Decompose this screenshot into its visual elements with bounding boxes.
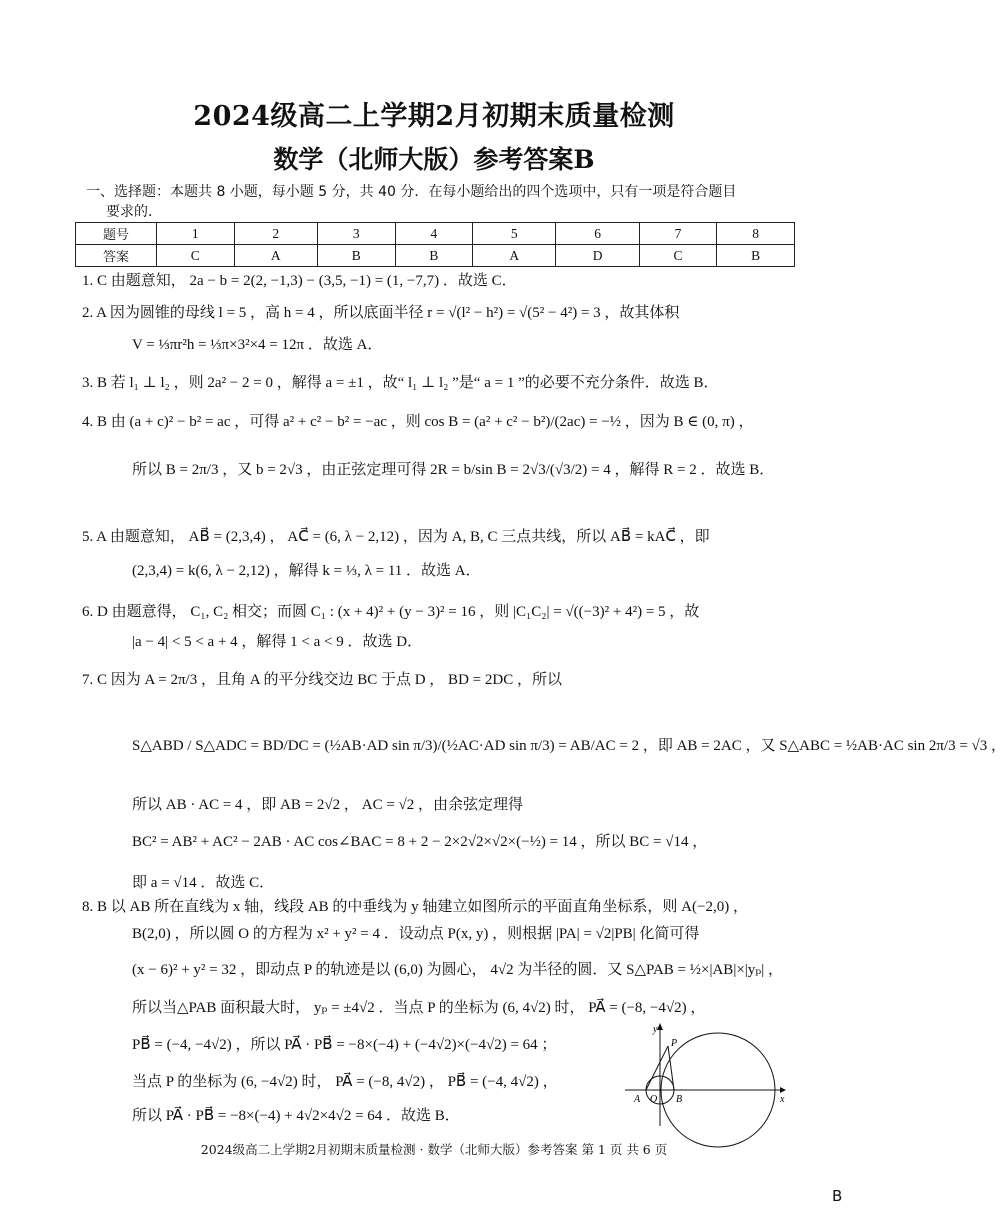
solution-8-line4: 所以当△PAB 面积最大时， yₚ = ±4√2 ．当点 P 的坐标为 (6, 4√2) 时， PA⃗ = (−8, −4√2) ， <box>132 1000 706 1016</box>
label-a: A <box>634 1094 641 1105</box>
table-cell-number: 3 <box>317 223 395 245</box>
table-row-answers <box>76 245 795 267</box>
table-cell-answer: B <box>317 245 395 267</box>
corner-mark: B <box>832 1187 843 1205</box>
label-b: B <box>676 1094 683 1105</box>
page-subtitle: 数学（北师大版）参考答案B <box>273 145 595 174</box>
solution-7-line4: BC² = AB² + AC² − 2AB · AC cos∠BAC = 8 + 2 − 2×2√2×√2×(−½) = 14 ，所以 BC = √14 ， <box>132 834 708 850</box>
solution-8-line7: 所以 PA⃗ · PB⃗ = −8×(−4) + 4√2×4√2 = 64 ．故选 B． <box>132 1108 460 1124</box>
table-cell-answer: A <box>234 245 317 267</box>
solution-8-line2: B(2,0) ，所以圆 O 的方程为 x² + y² = 4 ．设动点 P(x, y) ，则根据 |PA| = √2|PB| 化简可得 <box>132 926 700 942</box>
table-cell-answer: C <box>639 245 717 267</box>
table-row-numbers <box>76 223 795 245</box>
segment-pa <box>646 1046 668 1090</box>
table-cell-number: 8 <box>717 223 795 245</box>
section-intro-line2: 要求的． <box>106 204 162 220</box>
page-title: 2024级高二上学期2月初期末质量检测 <box>193 101 675 132</box>
solution-7-line2: S△ABD / S△ADC = BD/DC = (½AB·AD sin π/3)/(½AC·AD sin π/3) = AB/AC = 2 ，即 AB = 2AC ，又 S△ABC = ½AB·AC sin 2π/3 = √3 ， <box>132 738 1006 754</box>
solution-6-line2: |a − 4| < 5 < a + 4 ，解得 1 < a < 9 ．故选 D． <box>132 634 423 650</box>
solution-5-line2: (2,3,4) = k(6, λ − 2,12) ，解得 k = ⅓, λ = 11 ．故选 A． <box>132 563 481 579</box>
solution-4-line2: 所以 B = 2π/3 ，又 b = 2√3 ，由正弦定理可得 2R = b/sin B = 2√3/(√3/2) = 4 ，解得 R = 2 ．故选 B． <box>132 462 775 478</box>
table-cell-answer: B <box>395 245 473 267</box>
solution-8-line3: (x − 6)² + y² = 32 ，即动点 P 的轨迹是以 (6,0) 为圆心， 4√2 为半径的圆．又 S△PAB = ½×|AB|×|yₚ| ， <box>132 962 784 978</box>
y-axis-arrow <box>657 1023 663 1030</box>
coordinate-diagram <box>620 1018 790 1130</box>
solution-1: 1. C 由题意知， 2a − b = 2(2, −1,3) − (3,5, −1) = (1, −7,7) ．故选 C． <box>82 273 517 289</box>
label-o: O <box>650 1094 658 1105</box>
table-cell-answer: C <box>157 245 235 267</box>
answer-table <box>75 222 795 267</box>
table-cell-answer: D <box>556 245 639 267</box>
label-y: y <box>653 1024 658 1035</box>
solution-7-line1: 7. C 因为 A = 2π/3 ，且角 A 的平分线交边 BC 于点 D ， BD = 2DC ，所以 <box>82 672 562 688</box>
table-cell-number: 4 <box>395 223 473 245</box>
solution-8-line1: 8. B 以 AB 所在直线为 x 轴，线段 AB 的中垂线为 y 轴建立如图所示的平面直角坐标系，则 A(−2,0) ， <box>82 899 748 915</box>
solution-2-line1: 2. A 因为圆锥的母线 l = 5 ，高 h = 4 ，所以底面半径 r = √(l² − h²) = √(5² − 4²) = 3 ，故其体积 <box>82 305 680 321</box>
solution-2-line2: V = ⅓πr²h = ⅓π×3²×4 = 12π ．故选 A． <box>132 337 383 353</box>
table-header-answer: 答案 <box>76 245 157 267</box>
table-cell-number: 7 <box>639 223 717 245</box>
label-p: P <box>671 1038 678 1049</box>
x-axis-arrow <box>780 1087 786 1093</box>
section-instructions <box>86 182 786 222</box>
table-cell-number: 6 <box>556 223 639 245</box>
table-cell-answer: A <box>473 245 556 267</box>
solution-7-line3: 所以 AB · AC = 4 ，即 AB = 2√2 ， AC = √2 ，由余弦定理得 <box>132 797 524 813</box>
table-cell-answer: B <box>717 245 795 267</box>
section-intro-line1: 一、选择题：本题共 8 小题，每小题 5 分，共 40 分．在每小题给出的四个选项中，只有一项是符合题目 <box>86 184 737 200</box>
solution-8-line6: 当点 P 的坐标为 (6, −4√2) 时， PA⃗ = (−8, 4√2) ， PB⃗ = (−4, 4√2) ， <box>132 1074 558 1090</box>
label-x: x <box>780 1094 785 1105</box>
solution-7-line5: 即 a = √14 ．故选 C． <box>132 875 275 891</box>
page-footer: 2024级高二上学期2月初期末质量检测 · 数学（北师大版）参考答案 第 1 页 共 6 页 <box>200 1142 668 1157</box>
table-cell-number: 1 <box>157 223 235 245</box>
table-cell-number: 5 <box>473 223 556 245</box>
solution-4-line1: 4. B 由 (a + c)² − b² = ac ，可得 a² + c² − b² = −ac ，则 cos B = (a² + c² − b²)/(2ac) = −½ ，因为 B ∈ (0, π) ， <box>82 414 754 430</box>
table-header-number: 题号 <box>76 223 157 245</box>
solution-6-line1: 6. D 由题意得， C₁, C₂ 相交；而圆 C₁ : (x + 4)² + (y − 3)² = 16 ，则 |C₁C₂| = √((−3)² + 4²) = 5 ，故 <box>82 604 700 620</box>
solution-8-line5: PB⃗ = (−4, −4√2) ，所以 PA⃗ · PB⃗ = −8×(−4) + (−4√2)×(−4√2) = 64 ； <box>132 1037 557 1053</box>
solution-5-line1: 5. A 由题意知， AB⃗ = (2,3,4) ， AC⃗ = (6, λ − 2,12) ，因为 A, B, C 三点共线，所以 AB⃗ = kAC⃗ ，即 <box>82 529 710 545</box>
segment-pb <box>668 1046 674 1090</box>
table-cell-number: 2 <box>234 223 317 245</box>
solution-3: 3. B 若 l₁ ⊥ l₂ ，则 2a² − 2 = 0 ，解得 a = ±1 ，故“ l₁ ⊥ l₂ ”是“ a = 1 ”的必要不充分条件．故选 B． <box>82 375 719 391</box>
